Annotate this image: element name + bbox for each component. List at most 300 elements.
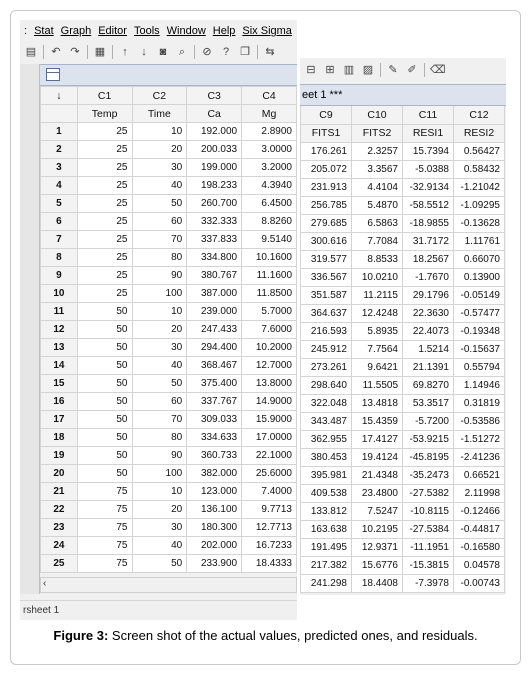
cell-fits2[interactable]: 13.4818 (352, 394, 403, 412)
column-id-c3[interactable]: C3 (187, 87, 242, 105)
cell-time[interactable]: 40 (132, 357, 187, 375)
cell-resi1[interactable]: -27.5384 (403, 520, 454, 538)
cell-mg[interactable]: 2.8900 (242, 123, 297, 141)
cell-fits2[interactable]: 12.9371 (352, 538, 403, 556)
row-number[interactable]: 3 (41, 159, 78, 177)
cell-fits1[interactable]: 351.587 (301, 286, 352, 304)
cell-time[interactable]: 40 (132, 177, 187, 195)
cell-fits1[interactable]: 362.955 (301, 430, 352, 448)
row-number[interactable]: 23 (41, 519, 78, 537)
menu-editor[interactable]: Editor (98, 25, 127, 37)
cell-fits1[interactable]: 176.261 (301, 142, 352, 160)
cell-temp[interactable]: 75 (77, 519, 132, 537)
cell-ca[interactable]: 387.000 (187, 285, 242, 303)
cell-resi1[interactable]: 21.1391 (403, 358, 454, 376)
cell-time[interactable]: 20 (132, 501, 187, 519)
cell-resi1[interactable]: -58.5512 (403, 196, 454, 214)
toolbar-separator (194, 45, 195, 59)
cell-resi1[interactable]: -27.5382 (403, 484, 454, 502)
column-name-ca[interactable]: Ca (187, 105, 242, 123)
row-number[interactable]: 8 (41, 249, 78, 267)
cell-fits1[interactable]: 163.638 (301, 520, 352, 538)
cell-fits1[interactable]: 279.685 (301, 214, 352, 232)
cell-resi2[interactable]: 1.14946 (454, 376, 505, 394)
table-row (301, 466, 505, 484)
column-id-c9[interactable]: C9 (301, 106, 352, 124)
cell-resi2[interactable]: -0.53586 (454, 412, 505, 430)
cell-ca[interactable]: 332.333 (187, 213, 242, 231)
cell-mg[interactable]: 3.2000 (242, 159, 297, 177)
cell-ca[interactable]: 199.000 (187, 159, 242, 177)
cell-resi2[interactable]: -0.13628 (454, 214, 505, 232)
table-row (301, 322, 505, 340)
row-number[interactable]: 16 (41, 393, 78, 411)
cell-fits2[interactable]: 5.4870 (352, 196, 403, 214)
row-number[interactable]: 22 (41, 501, 78, 519)
cell-fits2[interactable]: 4.4104 (352, 178, 403, 196)
cell-resi1[interactable]: -35.2473 (403, 466, 454, 484)
cell-fits1[interactable]: 241.298 (301, 574, 352, 592)
up-arrow-icon[interactable]: ↑ (122, 46, 128, 58)
cell-resi1[interactable]: -7.3978 (403, 574, 454, 592)
cell-ca[interactable]: 375.400 (187, 375, 242, 393)
cell-time[interactable]: 50 (132, 375, 187, 393)
cell-temp[interactable]: 25 (77, 267, 132, 285)
cell-temp[interactable]: 75 (77, 537, 132, 555)
cell-resi2[interactable]: 0.56427 (454, 142, 505, 160)
insert-row-icon[interactable]: ⊟ (306, 64, 316, 76)
cell-resi1[interactable]: 18.2567 (403, 250, 454, 268)
cell-resi2[interactable]: 0.66070 (454, 250, 505, 268)
cell-resi1[interactable]: -32.9134 (403, 178, 454, 196)
cell-ca[interactable]: 294.400 (187, 339, 242, 357)
cell-fits2[interactable]: 7.7564 (352, 340, 403, 358)
cell-mg[interactable]: 10.2000 (242, 339, 297, 357)
pencil-icon[interactable]: ✎ (388, 64, 398, 76)
cell-resi1[interactable]: -18.9855 (403, 214, 454, 232)
cell-mg[interactable]: 15.9000 (242, 411, 297, 429)
right-minitab-window (300, 58, 506, 595)
cell-mg[interactable]: 7.4000 (242, 483, 297, 501)
project-icon[interactable]: ⇆ (265, 46, 275, 58)
cell-resi2[interactable]: 0.66521 (454, 466, 505, 484)
cell-ca[interactable]: 380.767 (187, 267, 242, 285)
cell-fits1[interactable]: 364.637 (301, 304, 352, 322)
table-row (301, 358, 505, 376)
row-number[interactable]: 15 (41, 375, 78, 393)
cell-temp[interactable]: 25 (77, 285, 132, 303)
cell-ca[interactable]: 123.000 (187, 483, 242, 501)
cell-temp[interactable]: 75 (77, 483, 132, 501)
cell-fits2[interactable]: 19.4124 (352, 448, 403, 466)
cell-temp[interactable]: 25 (77, 195, 132, 213)
row-number[interactable]: 17 (41, 411, 78, 429)
row-number[interactable]: 25 (41, 555, 78, 573)
row-number[interactable]: 5 (41, 195, 78, 213)
cancel-icon[interactable]: ⊘ (202, 46, 212, 58)
cell-temp[interactable]: 50 (77, 357, 132, 375)
table-row (41, 339, 297, 357)
cell-ca[interactable]: 360.733 (187, 447, 242, 465)
cell-time[interactable]: 90 (132, 447, 187, 465)
cell-time[interactable]: 60 (132, 393, 187, 411)
cell-resi2[interactable]: -1.21042 (454, 178, 505, 196)
cell-time[interactable]: 10 (132, 303, 187, 321)
cell-time[interactable]: 90 (132, 267, 187, 285)
cell-fits1[interactable]: 395.981 (301, 466, 352, 484)
cell-mg[interactable]: 11.8500 (242, 285, 297, 303)
cell-ca[interactable]: 260.700 (187, 195, 242, 213)
cell-ca[interactable]: 136.100 (187, 501, 242, 519)
help-icon[interactable]: ? (222, 46, 230, 58)
cell-time[interactable]: 100 (132, 285, 187, 303)
cell-ca[interactable]: 200.033 (187, 141, 242, 159)
cell-mg[interactable]: 12.7000 (242, 357, 297, 375)
cell-fits1[interactable]: 256.785 (301, 196, 352, 214)
cell-resi2[interactable]: -1.51272 (454, 430, 505, 448)
table-row (41, 411, 297, 429)
cell-temp[interactable]: 25 (77, 141, 132, 159)
cell-time[interactable]: 50 (132, 555, 187, 573)
cell-mg[interactable]: 10.1600 (242, 249, 297, 267)
cell-resi2[interactable]: 1.11761 (454, 232, 505, 250)
cell-fits2[interactable]: 21.4348 (352, 466, 403, 484)
row-number[interactable]: 9 (41, 267, 78, 285)
column-name-fits1[interactable]: FITS1 (301, 124, 352, 142)
cell-fits2[interactable]: 11.5505 (352, 376, 403, 394)
cell-fits2[interactable]: 9.6421 (352, 358, 403, 376)
cell-resi1[interactable]: -11.1951 (403, 538, 454, 556)
cell-ca[interactable]: 337.833 (187, 231, 242, 249)
menu-stat[interactable]: Stat (34, 25, 54, 37)
copy-icon[interactable]: ❐ (240, 46, 250, 58)
cell-fits1[interactable]: 322.048 (301, 394, 352, 412)
table-row (41, 519, 297, 537)
cell-resi1[interactable]: -5.0388 (403, 160, 454, 178)
cell-fits2[interactable]: 10.0210 (352, 268, 403, 286)
cell-resi2[interactable]: -1.09295 (454, 196, 505, 214)
cell-resi1[interactable]: 1.5214 (403, 340, 454, 358)
cell-temp[interactable]: 50 (77, 303, 132, 321)
cell-temp[interactable]: 50 (77, 339, 132, 357)
row-number[interactable]: 24 (41, 537, 78, 555)
cell-fits2[interactable]: 3.3567 (352, 160, 403, 178)
cell-time[interactable]: 20 (132, 321, 187, 339)
cell-resi2[interactable]: -0.12466 (454, 502, 505, 520)
cell-resi1[interactable]: 29.1796 (403, 286, 454, 304)
cell-time[interactable]: 70 (132, 231, 187, 249)
cell-fits1[interactable]: 298.640 (301, 376, 352, 394)
cell-mg[interactable]: 16.7233 (242, 537, 297, 555)
cell-fits1[interactable]: 336.567 (301, 268, 352, 286)
row-number[interactable]: 13 (41, 339, 78, 357)
menu-graph[interactable]: Graph (60, 25, 92, 37)
row-number[interactable]: 10 (41, 285, 78, 303)
cell-resi2[interactable]: 0.58432 (454, 160, 505, 178)
cell-resi2[interactable]: -0.19348 (454, 322, 505, 340)
cell-fits1[interactable]: 191.495 (301, 538, 352, 556)
cell-fits1[interactable]: 217.382 (301, 556, 352, 574)
cell-fits2[interactable]: 6.5863 (352, 214, 403, 232)
cell-resi2[interactable]: -0.16580 (454, 538, 505, 556)
row-number[interactable]: 2 (41, 141, 78, 159)
cell-fits2[interactable]: 7.5247 (352, 502, 403, 520)
binoculars-icon[interactable]: ◙ (159, 46, 167, 58)
table-row (301, 232, 505, 250)
cell-temp[interactable]: 50 (77, 393, 132, 411)
chart-icon[interactable]: ▥ (343, 64, 355, 76)
brush-icon[interactable]: ✐ (407, 64, 417, 76)
cell-ca[interactable]: 198.233 (187, 177, 242, 195)
cell-mg[interactable]: 9.7713 (242, 501, 297, 519)
cell-temp[interactable]: 25 (77, 177, 132, 195)
column-name-temp[interactable]: Temp (77, 105, 132, 123)
worksheet-title: eet 1 *** (302, 89, 343, 101)
cell-ca[interactable]: 337.767 (187, 393, 242, 411)
cell-mg[interactable]: 14.9000 (242, 393, 297, 411)
down-arrow-icon[interactable]: ↓ (141, 46, 147, 58)
table-row (301, 394, 505, 412)
screenshot-area (20, 20, 510, 620)
left-sidebar (20, 64, 40, 594)
table-row (41, 249, 297, 267)
cell-ca[interactable]: 247.433 (187, 321, 242, 339)
cell-fits1[interactable]: 231.913 (301, 178, 352, 196)
cell-fits2[interactable]: 2.3257 (352, 142, 403, 160)
cell-fits1[interactable]: 273.261 (301, 358, 352, 376)
cell-resi1[interactable]: -1.7670 (403, 268, 454, 286)
cell-resi2[interactable]: -0.44817 (454, 520, 505, 538)
cell-ca[interactable]: 192.000 (187, 123, 242, 141)
row-number[interactable]: 21 (41, 483, 78, 501)
cell-fits1[interactable]: 216.593 (301, 322, 352, 340)
data-window-icon[interactable]: ▦ (94, 46, 106, 58)
cell-time[interactable]: 10 (132, 123, 187, 141)
cell-resi1[interactable]: -10.8115 (403, 502, 454, 520)
column-id-c11[interactable]: C11 (403, 106, 454, 124)
eraser-icon[interactable]: ⌫ (430, 64, 446, 76)
cell-resi2[interactable]: 0.31819 (454, 394, 505, 412)
cell-temp[interactable]: 50 (77, 447, 132, 465)
cell-mg[interactable]: 12.7713 (242, 519, 297, 537)
cell-time[interactable]: 60 (132, 213, 187, 231)
sort-direction-cell[interactable]: ↓ (41, 87, 78, 105)
table-row (301, 160, 505, 178)
cell-temp[interactable]: 50 (77, 429, 132, 447)
printer-icon[interactable]: ▤ (25, 46, 37, 58)
table-row (301, 304, 505, 322)
cell-ca[interactable]: 233.900 (187, 555, 242, 573)
worksheet-title-bar-right[interactable] (300, 84, 506, 106)
status-bar (20, 600, 297, 620)
column-name-time[interactable]: Time (132, 105, 187, 123)
cell-temp[interactable]: 50 (77, 321, 132, 339)
cell-mg[interactable]: 13.8000 (242, 375, 297, 393)
cell-resi2[interactable]: -0.00743 (454, 574, 505, 592)
cell-fits2[interactable]: 11.2115 (352, 286, 403, 304)
cell-mg[interactable]: 5.7000 (242, 303, 297, 321)
cell-resi2[interactable]: 0.55794 (454, 358, 505, 376)
cell-resi1[interactable]: -45.8195 (403, 448, 454, 466)
cell-time[interactable]: 50 (132, 195, 187, 213)
cell-temp[interactable]: 50 (77, 411, 132, 429)
cell-time[interactable]: 20 (132, 141, 187, 159)
left-table-body (41, 123, 297, 573)
cell-ca[interactable]: 202.000 (187, 537, 242, 555)
cell-mg[interactable]: 17.0000 (242, 429, 297, 447)
cell-fits1[interactable]: 133.812 (301, 502, 352, 520)
table-row (41, 375, 297, 393)
cell-resi2[interactable]: 0.04578 (454, 556, 505, 574)
cell-temp[interactable]: 25 (77, 123, 132, 141)
cell-fits2[interactable]: 7.7084 (352, 232, 403, 250)
cell-resi1[interactable]: 53.3517 (403, 394, 454, 412)
cell-time[interactable]: 80 (132, 249, 187, 267)
menu-prefix: : (24, 25, 28, 37)
cell-resi2[interactable]: -0.05149 (454, 286, 505, 304)
row-number[interactable]: 20 (41, 465, 78, 483)
cell-fits2[interactable]: 23.4800 (352, 484, 403, 502)
toolbar-separator (257, 45, 258, 59)
cell-resi1[interactable]: 22.3630 (403, 304, 454, 322)
cell-fits2[interactable]: 10.2195 (352, 520, 403, 538)
cell-ca[interactable]: 334.800 (187, 249, 242, 267)
table-row (41, 465, 297, 483)
cell-temp[interactable]: 75 (77, 555, 132, 573)
cell-temp[interactable]: 25 (77, 159, 132, 177)
cell-mg[interactable]: 7.6000 (242, 321, 297, 339)
column-id-c2[interactable]: C2 (132, 87, 187, 105)
menu-help[interactable]: Help (212, 25, 236, 37)
cell-ca[interactable]: 309.033 (187, 411, 242, 429)
cell-fits1[interactable]: 300.616 (301, 232, 352, 250)
cell-temp[interactable]: 25 (77, 213, 132, 231)
cell-time[interactable]: 30 (132, 519, 187, 537)
cell-fits2[interactable]: 18.4408 (352, 574, 403, 592)
row-number[interactable]: 14 (41, 357, 78, 375)
row-number[interactable]: 6 (41, 213, 78, 231)
cell-resi2[interactable]: -2.41236 (454, 448, 505, 466)
cell-fits1[interactable]: 409.538 (301, 484, 352, 502)
cell-ca[interactable]: 180.300 (187, 519, 242, 537)
row-number[interactable]: 19 (41, 447, 78, 465)
cell-resi1[interactable]: -53.9215 (403, 430, 454, 448)
cell-mg[interactable]: 25.6000 (242, 465, 297, 483)
row-number[interactable]: 12 (41, 321, 78, 339)
cell-time[interactable]: 40 (132, 537, 187, 555)
column-id-c4[interactable]: C4 (242, 87, 297, 105)
cell-temp[interactable]: 25 (77, 231, 132, 249)
cell-mg[interactable]: 6.4500 (242, 195, 297, 213)
cell-temp[interactable]: 50 (77, 465, 132, 483)
insert-col-icon[interactable]: ⊞ (325, 64, 335, 76)
cell-ca[interactable]: 382.000 (187, 465, 242, 483)
cell-fits2[interactable]: 15.6776 (352, 556, 403, 574)
menu-six-sigma[interactable]: Six Sigma (242, 25, 292, 37)
row-number[interactable]: 11 (41, 303, 78, 321)
menu-tools[interactable]: Tools (133, 25, 160, 37)
cell-fits2[interactable]: 5.8935 (352, 322, 403, 340)
cell-resi1[interactable]: -15.3815 (403, 556, 454, 574)
cell-time[interactable]: 30 (132, 339, 187, 357)
status-worksheet-label: rsheet 1 (23, 605, 60, 616)
cell-resi1[interactable]: 22.4073 (403, 322, 454, 340)
cell-mg[interactable]: 9.5140 (242, 231, 297, 249)
cell-resi1[interactable]: 31.7172 (403, 232, 454, 250)
cell-temp[interactable]: 50 (77, 375, 132, 393)
cell-fits2[interactable]: 12.4248 (352, 304, 403, 322)
redo-icon[interactable]: ↷ (70, 46, 80, 58)
cell-fits2[interactable]: 17.4127 (352, 430, 403, 448)
cell-resi2[interactable]: 0.13900 (454, 268, 505, 286)
cell-mg[interactable]: 22.1000 (242, 447, 297, 465)
menu-window[interactable]: Window (166, 25, 206, 37)
column-name-fits2[interactable]: FITS2 (352, 124, 403, 142)
column-name-resi1[interactable]: RESI1 (403, 124, 454, 142)
cell-time[interactable]: 70 (132, 411, 187, 429)
cell-ca[interactable]: 334.633 (187, 429, 242, 447)
cell-resi1[interactable]: 69.8270 (403, 376, 454, 394)
cell-ca[interactable]: 368.467 (187, 357, 242, 375)
table-row (41, 177, 297, 195)
cell-fits2[interactable]: 8.8533 (352, 250, 403, 268)
cell-temp[interactable]: 25 (77, 249, 132, 267)
worksheet-title-bar-left[interactable] (40, 64, 297, 86)
column-id-c12[interactable]: C12 (454, 106, 505, 124)
cell-mg[interactable]: 11.1600 (242, 267, 297, 285)
cell-time[interactable]: 80 (132, 429, 187, 447)
toolbar-separator (112, 45, 113, 59)
undo-icon[interactable]: ↶ (51, 46, 61, 58)
row-number[interactable]: 18 (41, 429, 78, 447)
cell-mg[interactable]: 18.4333 (242, 555, 297, 573)
cell-fits1[interactable]: 319.577 (301, 250, 352, 268)
scroll-left-icon[interactable]: ‹ (43, 578, 47, 589)
cell-fits1[interactable]: 205.072 (301, 160, 352, 178)
cell-resi2[interactable]: -0.15637 (454, 340, 505, 358)
row-number[interactable]: 1 (41, 123, 78, 141)
cell-fits1[interactable]: 245.912 (301, 340, 352, 358)
toolbar-separator (380, 63, 381, 77)
row-number[interactable]: 4 (41, 177, 78, 195)
cell-fits1[interactable]: 343.487 (301, 412, 352, 430)
column-id-c1[interactable]: C1 (77, 87, 132, 105)
cell-mg[interactable]: 3.0000 (242, 141, 297, 159)
cell-fits2[interactable]: 15.4359 (352, 412, 403, 430)
graph-icon[interactable]: ▨ (362, 64, 374, 76)
right-toolbar (300, 60, 506, 80)
cell-resi1[interactable]: 15.7394 (403, 142, 454, 160)
column-name-resi2[interactable]: RESI2 (454, 124, 505, 142)
cell-ca[interactable]: 239.000 (187, 303, 242, 321)
cell-resi2[interactable]: -0.57477 (454, 304, 505, 322)
row-number[interactable]: 7 (41, 231, 78, 249)
cell-resi2[interactable]: 2.11998 (454, 484, 505, 502)
column-name-mg[interactable]: Mg (242, 105, 297, 123)
column-id-c10[interactable]: C10 (352, 106, 403, 124)
cell-fits1[interactable]: 380.453 (301, 448, 352, 466)
cell-time[interactable]: 100 (132, 465, 187, 483)
cell-resi1[interactable]: -5.7200 (403, 412, 454, 430)
table-row (301, 250, 505, 268)
cell-mg[interactable]: 8.8260 (242, 213, 297, 231)
cell-temp[interactable]: 75 (77, 501, 132, 519)
cell-time[interactable]: 30 (132, 159, 187, 177)
find-icon[interactable]: ⌕ (178, 46, 186, 58)
horizontal-scrollbar[interactable] (40, 577, 297, 593)
cell-time[interactable]: 10 (132, 483, 187, 501)
cell-mg[interactable]: 4.3940 (242, 177, 297, 195)
